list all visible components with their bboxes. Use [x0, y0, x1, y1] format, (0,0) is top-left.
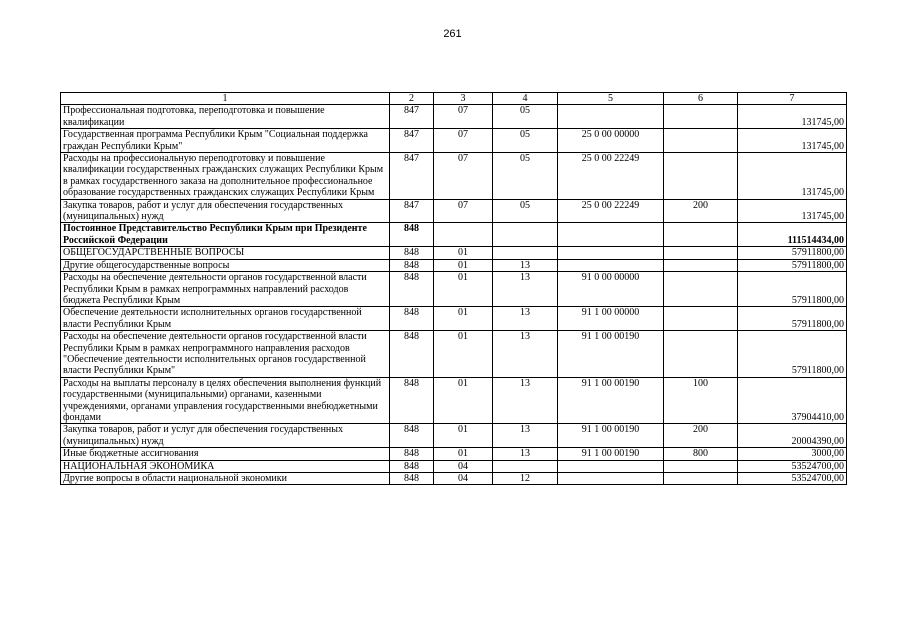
- expense-type-cell: [664, 129, 738, 153]
- header-cell: 7: [738, 93, 847, 105]
- amount-cell: 53524700,00: [738, 473, 847, 485]
- target-article-cell: 91 1 00 00190: [558, 331, 664, 378]
- subsection-code-cell: 13: [493, 377, 558, 424]
- subsection-code-cell: 05: [493, 199, 558, 223]
- name-cell: Закупка товаров, работ и услуг для обеспечения государственных (муниципальных) нужд: [61, 424, 390, 448]
- expense-type-cell: [664, 153, 738, 200]
- table-row: [61, 129, 847, 153]
- header-cell: 5: [558, 93, 664, 105]
- section-code-cell: 01: [434, 377, 493, 424]
- amount-cell: 57911800,00: [738, 247, 847, 259]
- name-cell: Иные бюджетные ассигнования: [61, 448, 390, 460]
- section-code-cell: 01: [434, 448, 493, 460]
- subsection-code-cell: 05: [493, 129, 558, 153]
- expense-type-cell: 200: [664, 424, 738, 448]
- target-article-cell: [558, 223, 664, 247]
- header-cell: 6: [664, 93, 738, 105]
- table-row: [61, 473, 847, 485]
- amount-cell: 3000,00: [738, 448, 847, 460]
- section-code-cell: 07: [434, 105, 493, 129]
- department-code-cell: 847: [390, 105, 434, 129]
- section-code-cell: 07: [434, 199, 493, 223]
- section-code-cell: 04: [434, 473, 493, 485]
- name-cell: Расходы на обеспечение деятельности органов государственной власти Республики Крым в рамках непрограммных направлений расходов бюджета Республики Крым: [61, 272, 390, 307]
- subsection-code-cell: 13: [493, 259, 558, 271]
- department-code-cell: 848: [390, 460, 434, 472]
- target-article-cell: 91 1 00 00190: [558, 448, 664, 460]
- department-code-cell: 847: [390, 199, 434, 223]
- department-code-cell: 847: [390, 129, 434, 153]
- department-code-cell: 847: [390, 153, 434, 200]
- target-article-cell: 91 1 00 00190: [558, 377, 664, 424]
- subsection-code-cell: 13: [493, 331, 558, 378]
- section-code-cell: 01: [434, 272, 493, 307]
- subsection-code-cell: 12: [493, 473, 558, 485]
- amount-cell: 131745,00: [738, 105, 847, 129]
- department-code-cell: 848: [390, 307, 434, 331]
- header-cell: 2: [390, 93, 434, 105]
- name-cell: Другие вопросы в области национальной экономики: [61, 473, 390, 485]
- target-article-cell: 25 0 00 22249: [558, 153, 664, 200]
- expense-type-cell: [664, 247, 738, 259]
- target-article-cell: 91 0 00 00000: [558, 272, 664, 307]
- department-code-cell: 848: [390, 331, 434, 378]
- target-article-cell: [558, 259, 664, 271]
- expense-type-cell: [664, 307, 738, 331]
- header-cell: 4: [493, 93, 558, 105]
- budget-table: [60, 92, 847, 485]
- department-code-cell: 848: [390, 377, 434, 424]
- department-code-cell: 848: [390, 223, 434, 247]
- expense-type-cell: [664, 105, 738, 129]
- target-article-cell: [558, 473, 664, 485]
- subsection-code-cell: 13: [493, 272, 558, 307]
- amount-cell: 57911800,00: [738, 331, 847, 378]
- table-row: [61, 307, 847, 331]
- amount-cell: 111514434,00: [738, 223, 847, 247]
- section-code-cell: 01: [434, 424, 493, 448]
- table-row: [61, 331, 847, 378]
- section-code-cell: 04: [434, 460, 493, 472]
- amount-cell: 20004390,00: [738, 424, 847, 448]
- table-body: [61, 105, 847, 485]
- table-row: [61, 448, 847, 460]
- page-number: 261: [443, 28, 462, 40]
- department-code-cell: 848: [390, 473, 434, 485]
- table-row: [61, 460, 847, 472]
- department-code-cell: 848: [390, 272, 434, 307]
- expense-type-cell: [664, 473, 738, 485]
- name-cell: Профессиональная подготовка, переподготовка и повышение квалификации: [61, 105, 390, 129]
- section-code-cell: 07: [434, 129, 493, 153]
- subsection-code-cell: 05: [493, 105, 558, 129]
- table-row: [61, 247, 847, 259]
- target-article-cell: [558, 460, 664, 472]
- header-cell: 3: [434, 93, 493, 105]
- amount-cell: 53524700,00: [738, 460, 847, 472]
- subsection-code-cell: [493, 460, 558, 472]
- expense-type-cell: [664, 223, 738, 247]
- subsection-code-cell: 13: [493, 448, 558, 460]
- amount-cell: 131745,00: [738, 199, 847, 223]
- department-code-cell: 848: [390, 424, 434, 448]
- expense-type-cell: [664, 272, 738, 307]
- section-code-cell: 07: [434, 153, 493, 200]
- target-article-cell: [558, 247, 664, 259]
- table-row: [61, 377, 847, 424]
- table-row: [61, 424, 847, 448]
- subsection-code-cell: [493, 223, 558, 247]
- amount-cell: 131745,00: [738, 153, 847, 200]
- department-code-cell: 848: [390, 259, 434, 271]
- subsection-code-cell: [493, 247, 558, 259]
- subsection-code-cell: 13: [493, 307, 558, 331]
- target-article-cell: 25 0 00 22249: [558, 199, 664, 223]
- amount-cell: 37904410,00: [738, 377, 847, 424]
- amount-cell: 57911800,00: [738, 272, 847, 307]
- subsection-code-cell: 05: [493, 153, 558, 200]
- header-row: [61, 93, 847, 105]
- amount-cell: 131745,00: [738, 129, 847, 153]
- table-row: [61, 259, 847, 271]
- name-cell: Обеспечение деятельности исполнительных органов государственной власти Республики Крым: [61, 307, 390, 331]
- name-cell: ОБЩЕГОСУДАРСТВЕННЫЕ ВОПРОСЫ: [61, 247, 390, 259]
- expense-type-cell: [664, 331, 738, 378]
- amount-cell: 57911800,00: [738, 259, 847, 271]
- header-cell: 1: [61, 93, 390, 105]
- name-cell: Другие общегосударственные вопросы: [61, 259, 390, 271]
- name-cell: Расходы на обеспечение деятельности органов государственной власти Республики Крым в рамках непрограммного направления расходов "Обеспечение деятельности исполнительных органов государственной власти Республики Крым": [61, 331, 390, 378]
- expense-type-cell: [664, 259, 738, 271]
- amount-cell: 57911800,00: [738, 307, 847, 331]
- target-article-cell: 91 1 00 00190: [558, 424, 664, 448]
- name-cell: Расходы на выплаты персоналу в целях обеспечения выполнения функций государственными (муниципальными) органами, казенными учреждениями, органами управления государственными внебюджетными фондами: [61, 377, 390, 424]
- expense-type-cell: [664, 460, 738, 472]
- name-cell: Расходы на профессиональную переподготовку и повышение квалификации государственных гражданских служащих Республики Крым в рамках государственного заказа на дополнительное профессиональное образование государственных гражданских служащих Республики Крым: [61, 153, 390, 200]
- name-cell: НАЦИОНАЛЬНАЯ ЭКОНОМИКА: [61, 460, 390, 472]
- section-code-cell: 01: [434, 247, 493, 259]
- expense-type-cell: 800: [664, 448, 738, 460]
- table-row: [61, 153, 847, 200]
- expense-type-cell: 100: [664, 377, 738, 424]
- target-article-cell: [558, 105, 664, 129]
- table-row: [61, 199, 847, 223]
- table-row: [61, 105, 847, 129]
- section-code-cell: 01: [434, 331, 493, 378]
- section-code-cell: 01: [434, 307, 493, 331]
- section-code-cell: [434, 223, 493, 247]
- expense-type-cell: 200: [664, 199, 738, 223]
- table-row: [61, 223, 847, 247]
- department-code-cell: 848: [390, 448, 434, 460]
- target-article-cell: 91 1 00 00000: [558, 307, 664, 331]
- name-cell: Постоянное Представительство Республики Крым при Президенте Российской Федерации: [61, 223, 390, 247]
- subsection-code-cell: 13: [493, 424, 558, 448]
- department-code-cell: 848: [390, 247, 434, 259]
- target-article-cell: 25 0 00 00000: [558, 129, 664, 153]
- section-code-cell: 01: [434, 259, 493, 271]
- name-cell: Государственная программа Республики Крым "Социальная поддержка граждан Республики Крым": [61, 129, 390, 153]
- table-row: [61, 272, 847, 307]
- name-cell: Закупка товаров, работ и услуг для обеспечения государственных (муниципальных) нужд: [61, 199, 390, 223]
